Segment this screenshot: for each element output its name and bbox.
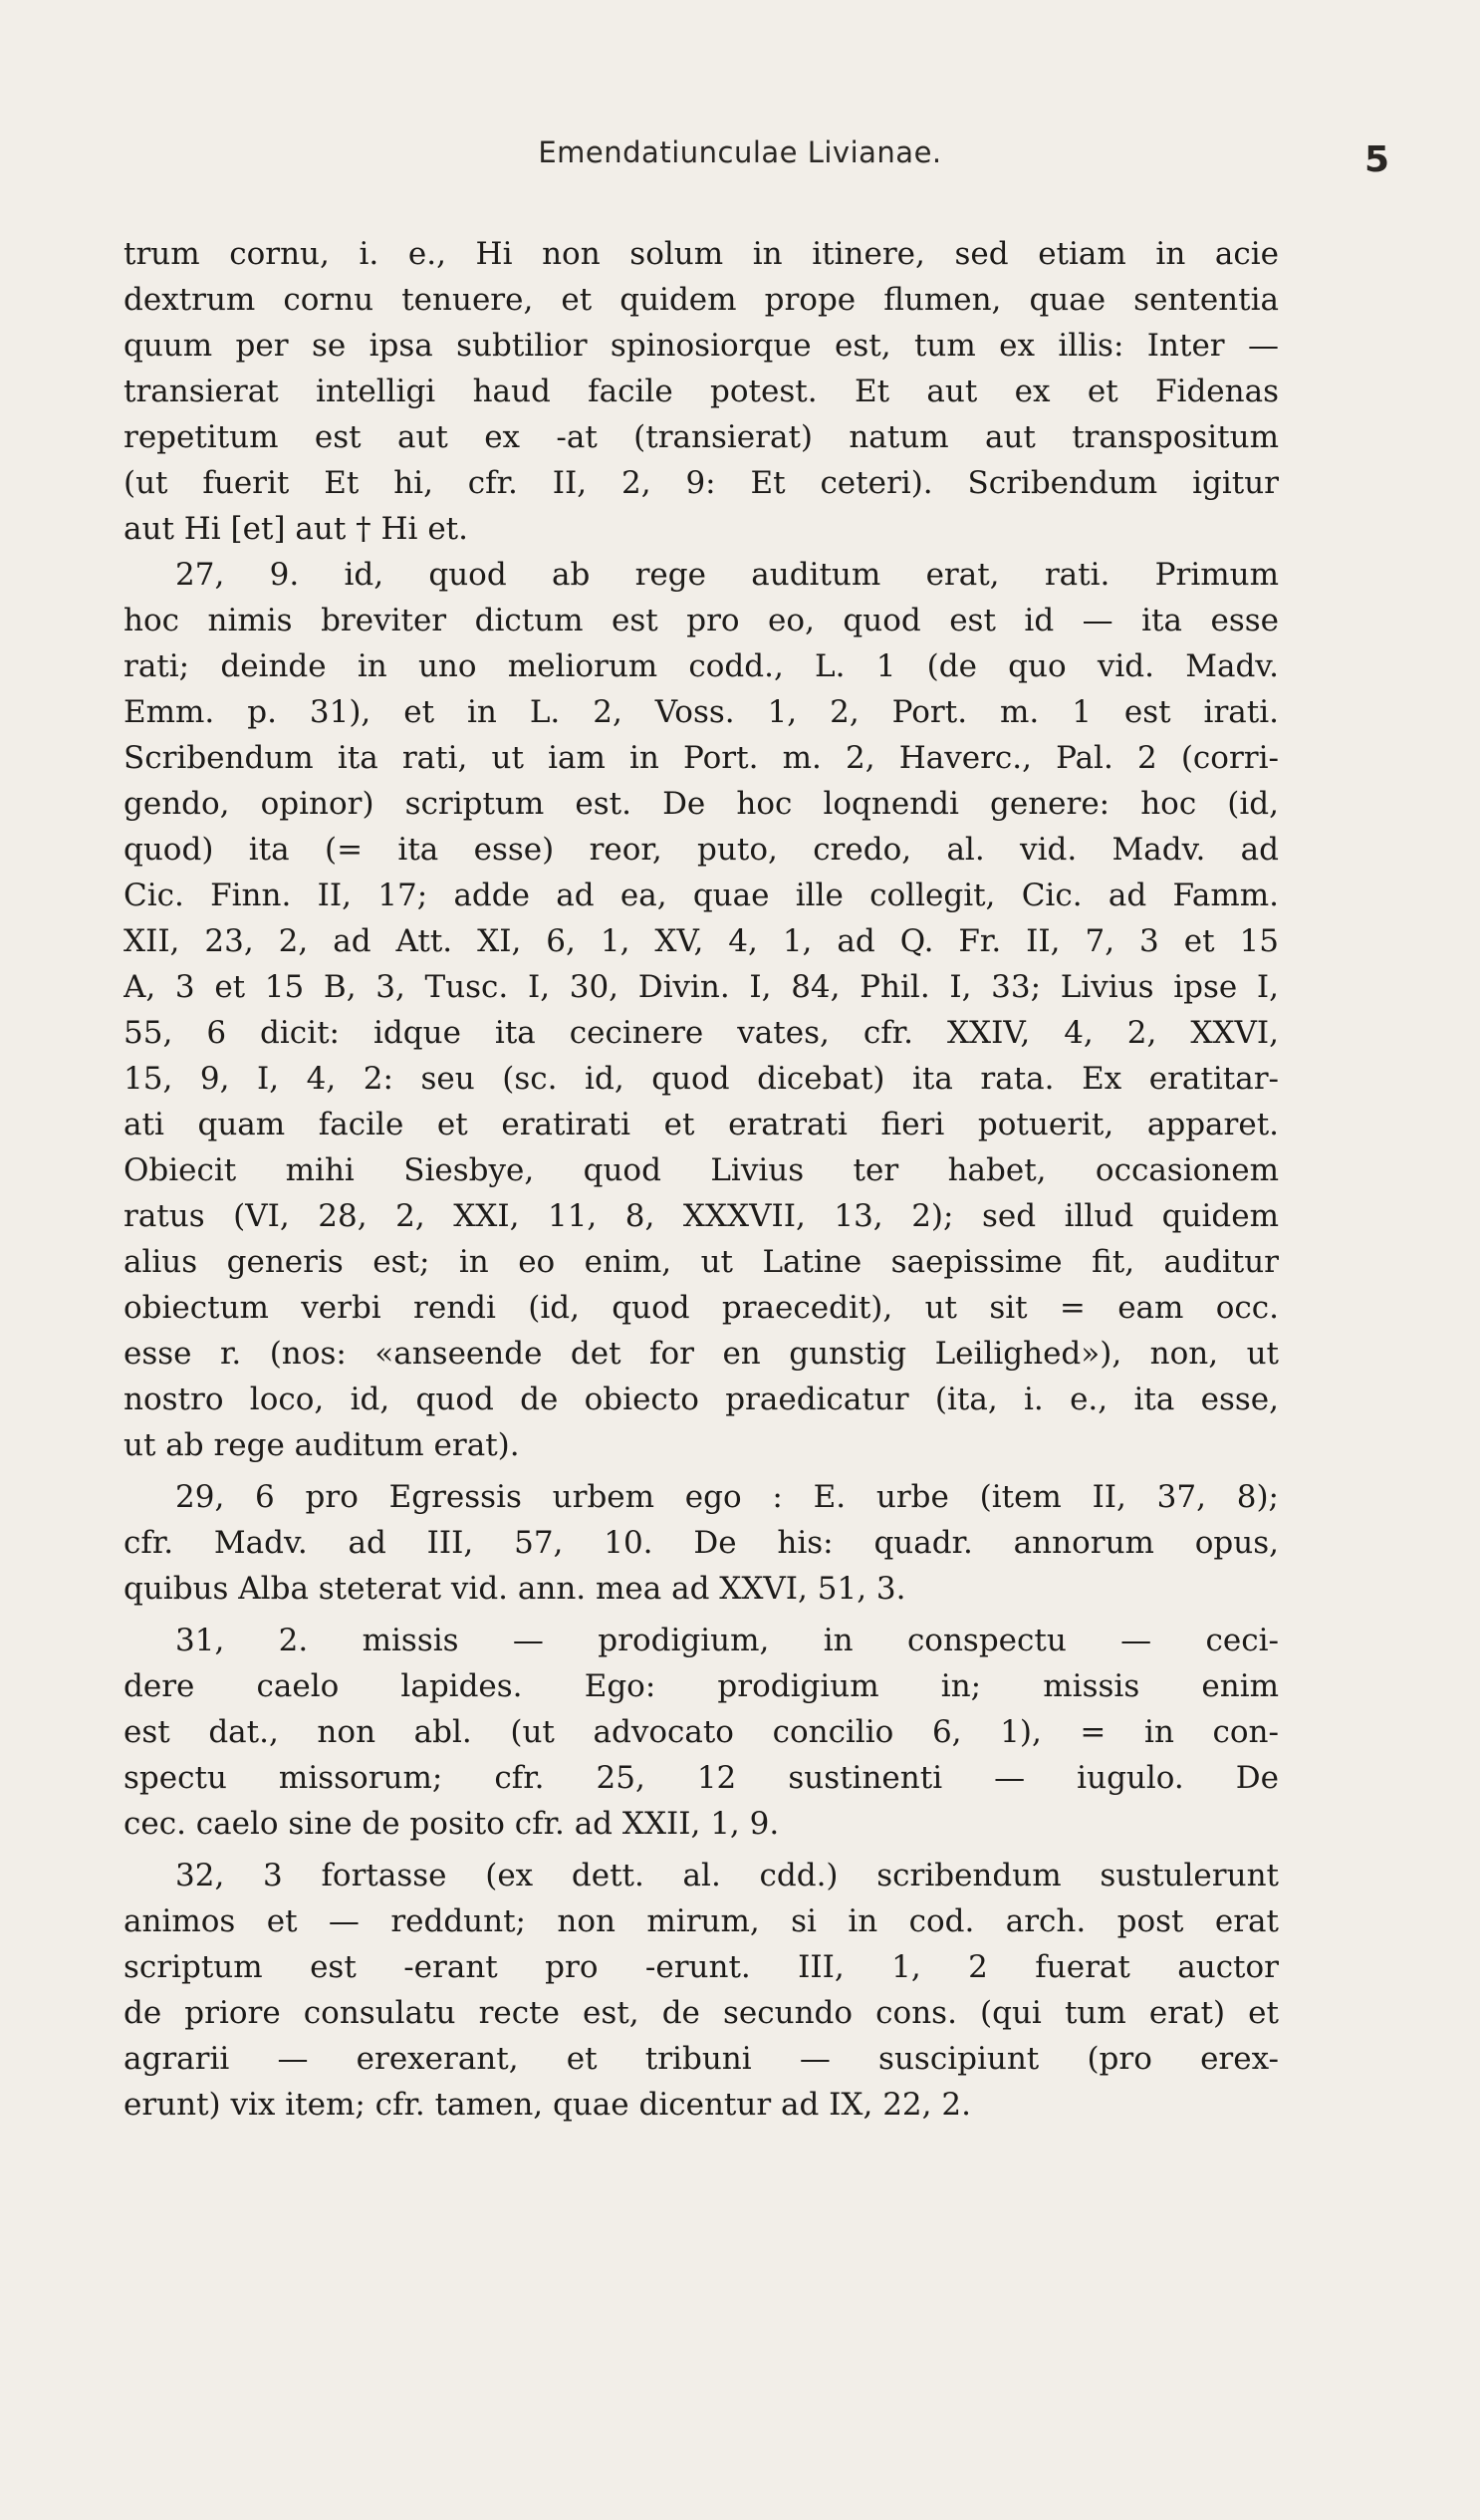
text-line: gendo, opinor) scriptum est. De hoc loqnendi genere: hoc (id, xyxy=(123,786,1279,822)
paragraph-start-line: 29, 6 pro Egressis urbem ego : E. urbe (item II, 37, 8); xyxy=(175,1479,1279,1515)
paragraph-start-line: 27, 9. id, quod ab rege auditum erat, rati. Primum xyxy=(175,557,1279,593)
text-line: ati quam facile et eratirati et eratrati fieri potuerit, apparet. xyxy=(123,1107,1279,1142)
text-line: Obiecit mihi Siesbye, quod Livius ter habet, occasionem xyxy=(123,1152,1279,1188)
text-line: dere caelo lapides. Ego: prodigium in; missis enim xyxy=(123,1668,1279,1704)
text-line: Emm. p. 31), et in L. 2, Voss. 1, 2, Port. m. 1 est irati. xyxy=(123,694,1279,730)
text-line: cec. caelo sine de posito cfr. ad XXII, 1, 9. xyxy=(123,1806,780,1842)
text-line: (ut fuerit Et hi, cfr. II, 2, 9: Et ceteri). Scribendum igitur xyxy=(123,465,1279,501)
text-line: quibus Alba steterat vid. ann. mea ad XXVI, 51, 3. xyxy=(123,1571,906,1607)
text-line: agrarii — erexerant, et tribuni — suscipiunt (pro erex- xyxy=(123,2041,1279,2077)
text-line: quod) ita (= ita esse) reor, puto, credo, al. vid. Madv. ad xyxy=(123,832,1279,868)
text-line: rati; deinde in uno meliorum codd., L. 1 (de quo vid. Madv. xyxy=(123,648,1279,684)
text-line: cfr. Madv. ad III, 57, 10. De his: quadr. annorum opus, xyxy=(123,1525,1279,1561)
text-line: 55, 6 dicit: idque ita cecinere vates, cfr. XXIV, 4, 2, XXVI, xyxy=(123,1015,1279,1051)
paragraph-start-line: 32, 3 fortasse (ex dett. al. cdd.) scribendum sustulerunt xyxy=(175,1858,1279,1893)
text-line: 15, 9, I, 4, 2: seu (sc. id, quod dicebat) ita rata. Ex eratitar- xyxy=(123,1061,1279,1097)
text-line: XII, 23, 2, ad Att. XI, 6, 1, XV, 4, 1, ad Q. Fr. II, 7, 3 et 15 xyxy=(123,923,1279,959)
text-line: Cic. Finn. II, 17; adde ad ea, quae ille collegit, Cic. ad Famm. xyxy=(123,878,1279,913)
text-line: dextrum cornu tenuere, et quidem prope flumen, quae sententia xyxy=(123,282,1279,318)
paragraph-start-line: 31, 2. missis — prodigium, in conspectu — ceci- xyxy=(175,1623,1279,1658)
text-line: aut Hi [et] aut † Hi et. xyxy=(123,511,468,547)
text-line: erunt) vix item; cfr. tamen, quae dicentur ad IX, 22, 2. xyxy=(123,2087,971,2123)
text-line: repetitum est aut ex -at (transierat) natum aut transpositum xyxy=(123,419,1279,455)
text-line: quum per se ipsa subtilior spinosiorque est, tum ex illis: Inter — xyxy=(123,328,1279,364)
running-title: Emendatiunculae Livianae. xyxy=(538,135,942,169)
text-line: trum cornu, i. e., Hi non solum in itinere, sed etiam in acie xyxy=(123,236,1279,272)
text-line: Scribendum ita rati, ut iam in Port. m. 2, Haverc., Pal. 2 (corri- xyxy=(123,740,1279,776)
text-line: animos et — reddunt; non mirum, si in cod. arch. post erat xyxy=(123,1903,1279,1939)
text-line: esse r. (nos: «anseende det for en gunstig Leilighed»), non, ut xyxy=(123,1336,1279,1372)
text-line: est dat., non abl. (ut advocato concilio 6, 1), = in con- xyxy=(123,1714,1279,1750)
text-line: alius generis est; in eo enim, ut Latine saepissime fit, auditur xyxy=(123,1244,1279,1280)
page-number: 5 xyxy=(1364,139,1390,180)
text-line: transierat intelligi haud facile potest. Et aut ex et Fidenas xyxy=(123,374,1279,409)
text-line: ut ab rege auditum erat). xyxy=(123,1427,520,1463)
text-line: ratus (VI, 28, 2, XXI, 11, 8, XXXVII, 13, 2); sed illud quidem xyxy=(123,1198,1279,1234)
text-line: obiectum verbi rendi (id, quod praecedit), ut sit = eam occ. xyxy=(123,1290,1279,1326)
text-line: spectu missorum; cfr. 25, 12 sustinenti — iugulo. De xyxy=(123,1760,1279,1796)
text-line: A, 3 et 15 B, 3, Tusc. I, 30, Divin. I, 84, Phil. I, 33; Livius ipse I, xyxy=(123,969,1279,1005)
text-line: de priore consulatu recte est, de secundo cons. (qui tum erat) et xyxy=(123,1995,1279,2031)
text-line: nostro loco, id, quod de obiecto praedicatur (ita, i. e., ita esse, xyxy=(123,1382,1279,1417)
text-line: hoc nimis breviter dictum est pro eo, quod est id — ita esse xyxy=(123,603,1279,638)
text-line: scriptum est -erant pro -erunt. III, 1, 2 fuerat auctor xyxy=(123,1949,1279,1985)
